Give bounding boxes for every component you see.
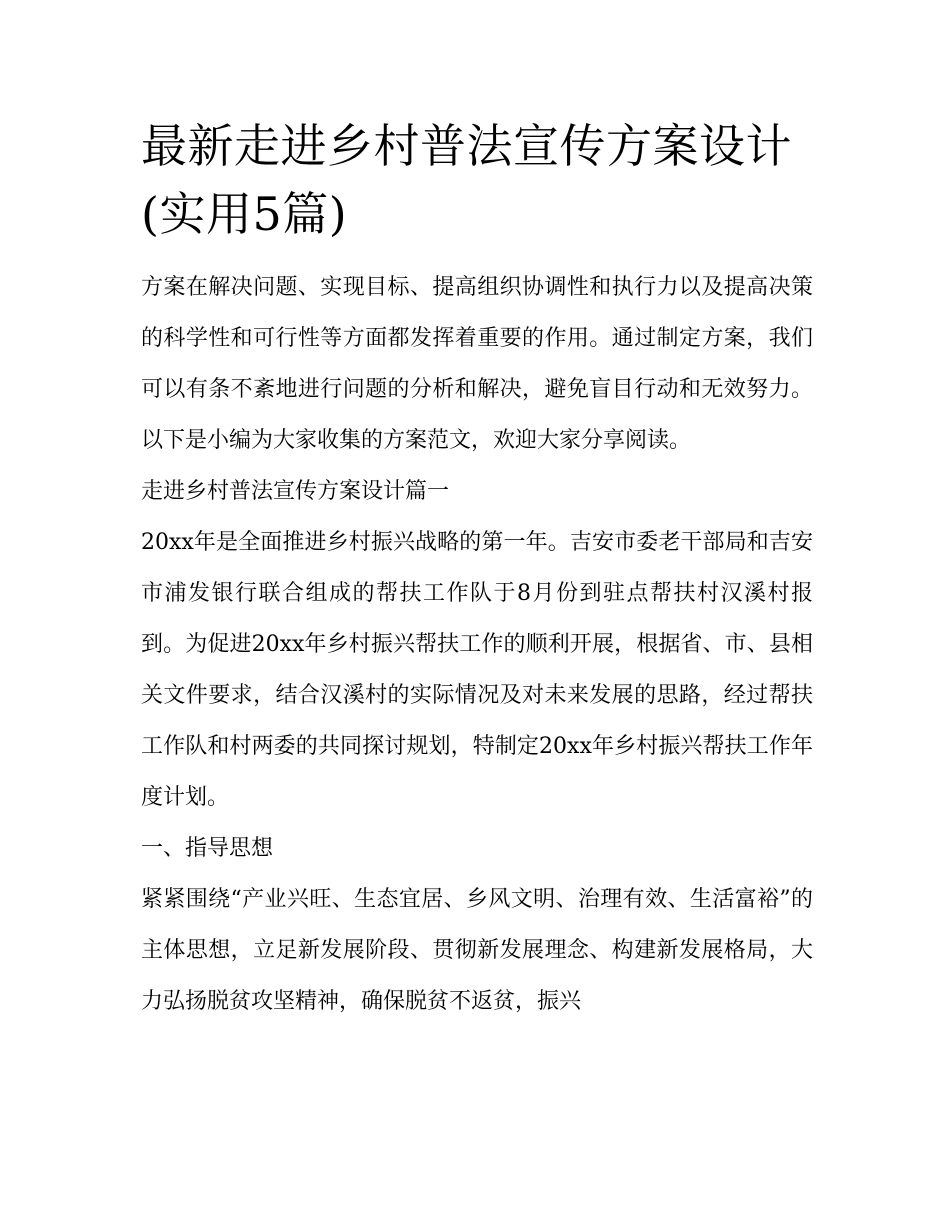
guiding-paragraph: 紧紧围绕“产业兴旺、生态宜居、乡风文明、治理有效、生活富裕”的主体思想，立足新发展阶段、贯彻新发展理念、构建新发展格局，大力弘扬脱贫攻坚精神，确保脱贫不返贫，振兴 (141, 887, 813, 1014)
section-paragraph: 20xx年是全面推进乡村振兴战略的第一年。吉安市委老干部局和吉安市浦发银行联合组成的帮扶工作队于8月份到驻点帮扶村汉溪村报到。为促进20xx年乡村振兴帮扶工作的顺利开展，根据省、市、县相关文件要求，结合汉溪村的实际情况及对未来发展的思路，经过帮扶工作队和村两委的共同探讨规划，特制定20xx年乡村振兴帮扶工作年度计划。 (141, 530, 813, 810)
document-title: 最新走进乡村普法宣传方案设计(实用5篇) (141, 119, 792, 241)
document-page (141, 112, 813, 1027)
section-title: 走进乡村普法宣传方案设计篇一 (141, 479, 450, 504)
subheading-guiding-thought: 一、指导思想 (141, 836, 274, 861)
intro-paragraph: 方案在解决问题、实现目标、提高组织协调性和执行力以及提高决策的科学性和可行性等方面都发挥着重要的作用。通过制定方案，我们可以有条不紊地进行问题的分析和解决，避免盲目行动和无效努力。以下是小编为大家收集的方案范文，欢迎大家分享阅读。 (141, 275, 813, 453)
